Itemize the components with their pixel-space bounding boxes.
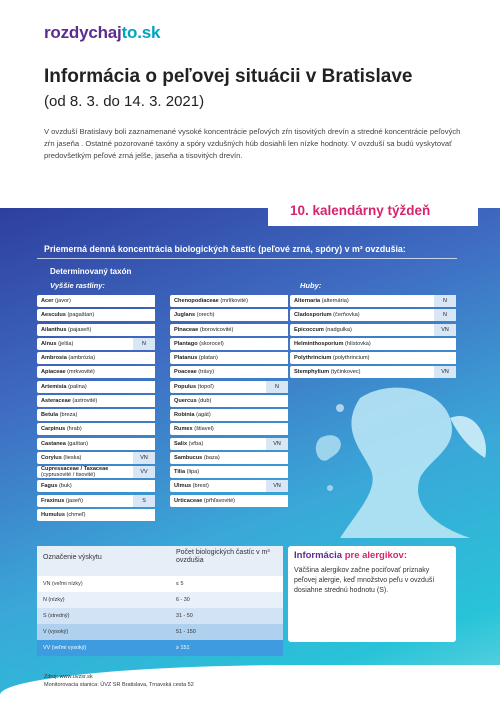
- taxon-level: N: [434, 295, 456, 307]
- source-line-2: Monitorovacia stanica: ÚVZ SR Bratislava, Trnavská cesta 52: [44, 682, 194, 688]
- legend-label: S (stredný): [43, 613, 70, 619]
- taxon-row: [290, 309, 456, 321]
- legend-value: 31 - 50: [176, 613, 193, 619]
- taxon-local-name: (čerňovka): [333, 312, 360, 319]
- taxon-latin-name: Cladosporium: [294, 312, 332, 319]
- page-title: Informácia o peľovej situácii v Bratislave: [44, 66, 413, 87]
- taxon-row: [170, 309, 288, 321]
- allergy-info-heading: [294, 550, 407, 561]
- taxon-name: [37, 398, 133, 404]
- source-info: [44, 673, 194, 689]
- taxon-latin-name: Betula: [41, 412, 59, 418]
- taxon-latin-name: Rumex: [174, 426, 193, 433]
- plants-heading: Vyššie rastliny:: [50, 281, 105, 290]
- taxon-local-name: (ambrózia): [68, 355, 96, 361]
- taxon-local-name: (hrab): [66, 426, 82, 433]
- taxon-level: [133, 309, 155, 321]
- taxon-row: [290, 338, 456, 350]
- legend-table-body: [37, 576, 283, 656]
- logo-part-1: rozdychaj: [44, 23, 122, 42]
- taxon-latin-name: Alnus: [41, 340, 57, 347]
- legend-row: [37, 640, 283, 656]
- taxon-name: [290, 298, 434, 304]
- taxon-name: [170, 469, 266, 475]
- section-heading: Priemerná denná koncentrácia biologických častíc (peľové zrná, spóry) v m³ ovzdušia:: [44, 244, 406, 254]
- legend-row: [37, 608, 283, 624]
- taxon-level: [266, 395, 288, 407]
- taxon-name: [37, 512, 133, 518]
- taxon-name: [170, 384, 266, 390]
- taxon-row: [37, 295, 155, 307]
- taxon-name: [37, 466, 133, 478]
- taxon-level: VN: [434, 366, 456, 378]
- taxon-level: [266, 452, 288, 464]
- taxon-level: [434, 338, 456, 350]
- taxon-row: [37, 324, 155, 336]
- taxon-name: [37, 355, 133, 361]
- allergy-info-text: Väčšina alergikov začne pociťovať príznaky peľovej alergie, keď množstvo peľu v ovzduší dosiahne strednú hodnotu (S).: [294, 567, 435, 594]
- taxon-name: [170, 298, 266, 304]
- taxon-latin-name: Robinia: [174, 412, 195, 418]
- taxon-level: VV: [133, 466, 155, 478]
- taxon-name: [290, 341, 434, 347]
- taxon-row: [170, 338, 288, 350]
- taxon-level: [266, 324, 288, 336]
- taxon-latin-name: Salix: [174, 440, 188, 447]
- taxon-name: [290, 355, 434, 361]
- taxon-local-name: (jelša): [58, 340, 74, 347]
- taxon-local-name: (cyprusovité / tisovité): [41, 472, 96, 478]
- taxon-latin-name: Acer: [41, 298, 54, 304]
- taxon-name: [170, 498, 266, 504]
- taxon-local-name: (vŕba): [188, 440, 204, 447]
- taxon-latin-name: Plantago: [174, 340, 198, 347]
- taxon-row: [37, 480, 155, 492]
- taxon-row: [170, 395, 288, 407]
- taxon-local-name: (trávy): [198, 369, 215, 376]
- legend-row: [37, 592, 283, 608]
- taxon-level: [266, 352, 288, 364]
- taxon-local-name: (pajaseň): [68, 326, 92, 333]
- taxon-local-name: (nadgulka): [325, 326, 352, 333]
- taxon-latin-name: Chenopodiaceae: [174, 298, 219, 304]
- taxon-local-name: (hlístovka): [344, 340, 371, 347]
- taxon-local-name: (topoľ): [197, 383, 214, 390]
- taxon-latin-name: Juglans: [174, 312, 196, 319]
- taxon-local-name: (lipa): [186, 469, 200, 475]
- taxon-level: [266, 423, 288, 435]
- taxon-local-name: (agát): [196, 412, 211, 418]
- taxon-local-name: (breza): [59, 412, 78, 418]
- taxon-level: [266, 495, 288, 507]
- taxon-row: [290, 295, 456, 307]
- taxon-name: [170, 312, 266, 318]
- taxon-local-name: (pagaštan): [67, 312, 95, 319]
- taxon-level: [266, 338, 288, 350]
- taxon-level: [133, 509, 155, 521]
- taxon-local-name: (orech): [196, 312, 215, 319]
- legend-value: ≤ 5: [176, 581, 184, 587]
- taxon-local-name: (chmeľ): [66, 511, 86, 518]
- taxon-row: [170, 366, 288, 378]
- taxon-row: [170, 466, 288, 478]
- taxon-name: [37, 327, 133, 333]
- taxon-level: VN: [133, 452, 155, 464]
- taxon-name: [170, 341, 266, 347]
- taxon-row: [37, 409, 155, 421]
- source-line-1: Zdroj: www.uvzsr.sk: [44, 674, 93, 680]
- taxon-level: [133, 324, 155, 336]
- taxon-name: [37, 455, 133, 461]
- taxon-level: [266, 409, 288, 421]
- taxon-name: [37, 498, 133, 504]
- taxon-local-name: (mrkvovité): [67, 369, 95, 376]
- taxon-name: [170, 426, 266, 432]
- taxon-level: VN: [266, 438, 288, 450]
- divider: [37, 258, 457, 259]
- taxon-name: [37, 369, 133, 375]
- taxon-level: [266, 466, 288, 478]
- taxon-latin-name: Helminthosporium: [294, 340, 344, 347]
- allergy-heading-part-2: pre alergikov:: [344, 550, 407, 561]
- taxon-row: [170, 381, 288, 393]
- taxon-latin-name: Ulmus: [174, 483, 192, 490]
- taxon-row: [290, 352, 456, 364]
- taxon-name: [37, 441, 133, 447]
- taxon-row: [37, 495, 155, 507]
- taxon-local-name: (pŕhľavovité): [203, 497, 236, 504]
- legend-header-col1: Označenie výskytu: [43, 554, 102, 561]
- taxon-row: [37, 395, 155, 407]
- taxon-name: [170, 398, 266, 404]
- taxon-latin-name: Humulus: [41, 511, 65, 518]
- taxon-latin-name: Alternaria: [294, 298, 321, 304]
- taxon-latin-name: Polythrincium: [294, 355, 332, 361]
- taxon-local-name: (astrovité): [72, 397, 98, 404]
- taxon-row: [37, 438, 155, 450]
- taxon-level: [434, 352, 456, 364]
- taxon-latin-name: Poaceae: [174, 369, 197, 376]
- taxon-level: [266, 295, 288, 307]
- taxon-latin-name: Stemphylium: [294, 369, 330, 376]
- taxon-level: N: [133, 338, 155, 350]
- taxon-row: [170, 324, 288, 336]
- taxon-row: [37, 352, 155, 364]
- legend-table-header: [37, 546, 283, 576]
- taxon-row: [170, 438, 288, 450]
- taxon-local-name: (baza): [203, 454, 220, 461]
- taxon-name: [170, 327, 266, 333]
- taxon-local-name: (platan): [198, 355, 218, 361]
- taxon-latin-name: Fagus: [41, 483, 58, 490]
- taxon-row: [37, 366, 155, 378]
- taxon-local-name: (borovicovité): [199, 326, 234, 333]
- taxon-name: [170, 441, 266, 447]
- legend-header-col2: Počet biologických častíc v m³ ovzdušia: [176, 549, 270, 564]
- taxon-local-name: (buk): [59, 483, 72, 490]
- taxon-heading: Determinovaný taxón: [50, 267, 132, 276]
- logo-part-2: to.sk: [121, 23, 161, 42]
- taxon-level: [133, 352, 155, 364]
- taxon-level: [133, 480, 155, 492]
- taxon-level: [266, 366, 288, 378]
- legend-table: [37, 546, 283, 656]
- legend-row: [37, 576, 283, 592]
- taxon-name: [37, 483, 133, 489]
- taxon-name: [37, 312, 133, 318]
- legend-label: V (vysoký): [43, 629, 69, 635]
- taxon-row: [37, 338, 155, 350]
- taxon-latin-name: Ambrosia: [41, 355, 67, 361]
- taxon-name: [170, 355, 266, 361]
- taxon-latin-name: Corylus: [41, 454, 62, 461]
- taxon-level: [133, 295, 155, 307]
- taxon-row: [170, 480, 288, 492]
- allergy-heading-part-1: Informácia: [294, 550, 343, 561]
- taxon-local-name: (dub): [198, 397, 212, 404]
- taxon-name: [290, 327, 434, 333]
- taxon-row: [37, 423, 155, 435]
- taxon-latin-name: Sambucus: [174, 454, 203, 461]
- taxon-local-name: (polythrincium): [332, 355, 370, 361]
- taxon-latin-name: Fraxinus: [41, 497, 65, 504]
- taxon-name: [37, 426, 133, 432]
- taxon-row: [170, 352, 288, 364]
- taxon-local-name: (skorocel): [199, 340, 224, 347]
- taxon-row: [37, 466, 155, 478]
- taxon-local-name: (jaseň): [65, 497, 83, 504]
- legend-label: VN (veľmi nízky): [43, 581, 83, 587]
- page-subtitle: (od 8. 3. do 14. 3. 2021): [44, 93, 205, 110]
- taxon-level: [266, 309, 288, 321]
- taxon-local-name: (gaštan): [67, 440, 88, 447]
- legend-value: 51 - 150: [176, 629, 196, 635]
- taxon-level: [133, 438, 155, 450]
- taxon-level: [133, 366, 155, 378]
- taxon-level: VN: [434, 324, 456, 336]
- taxon-local-name: (štiavel): [194, 426, 214, 433]
- taxon-row: [170, 452, 288, 464]
- taxon-latin-name: Tilia: [174, 469, 186, 475]
- legend-label: VV (veľmi vysoký): [43, 645, 87, 651]
- taxon-latin-name: Carpinus: [41, 426, 66, 433]
- taxon-latin-name: Epicoccum: [294, 326, 324, 333]
- taxon-local-name: (lieska): [63, 454, 82, 461]
- taxon-name: [170, 483, 266, 489]
- taxon-level: N: [266, 381, 288, 393]
- legend-value: 6 - 30: [176, 597, 190, 603]
- taxon-local-name: (javor): [55, 298, 71, 304]
- taxon-name: [170, 369, 266, 375]
- taxon-level: VN: [266, 480, 288, 492]
- taxon-row: [170, 295, 288, 307]
- taxon-latin-name: Cupressaceae / Taxaceae: [41, 466, 109, 472]
- taxon-latin-name: Urticaceae: [174, 497, 203, 504]
- taxon-latin-name: Asteraceae: [41, 397, 71, 404]
- legend-row: [37, 624, 283, 640]
- legend-label: N (nízky): [43, 597, 65, 603]
- taxon-row: [170, 409, 288, 421]
- taxon-row: [290, 324, 456, 336]
- taxon-name: [37, 384, 133, 390]
- taxon-latin-name: Platanus: [174, 355, 198, 361]
- taxon-local-name: (mrlíkovité): [220, 298, 248, 304]
- taxon-level: [133, 395, 155, 407]
- taxon-local-name: (brest): [192, 483, 209, 490]
- logo[interactable]: [44, 23, 160, 43]
- intro-text: V ovzduší Bratislavy boli zaznamenané vysoké koncentrácie peľových zŕn tisovitých drevín a stredné koncentrácie peľových zŕn jaseňa . Ostatné pozorované taxóny a spóry vzdušných húb dosiahli len nízke hodnoty. V ovzduší sa budú vyskytovať predovšetkým peľové zrná jelše, jaseňa a tisovitých drevín.: [44, 127, 461, 160]
- taxon-name: [37, 412, 133, 418]
- taxon-row: [290, 366, 456, 378]
- taxon-latin-name: Artemisia: [41, 383, 67, 390]
- taxon-name: [170, 412, 266, 418]
- taxon-level: N: [434, 309, 456, 321]
- taxon-latin-name: Pinaceae: [174, 326, 199, 333]
- legend-value: ≥ 151: [176, 645, 190, 651]
- taxon-row: [37, 309, 155, 321]
- taxon-row: [170, 423, 288, 435]
- taxon-row: [37, 381, 155, 393]
- taxon-local-name: (alternária): [321, 298, 349, 304]
- woman-sneezing-illustration: [300, 378, 500, 538]
- taxon-row: [37, 509, 155, 521]
- taxon-name: [170, 455, 266, 461]
- taxon-row: [170, 495, 288, 507]
- taxon-name: [290, 369, 434, 375]
- taxon-latin-name: Castanea: [41, 440, 66, 447]
- taxon-latin-name: Ailanthus: [41, 326, 67, 333]
- taxon-latin-name: Apiaceae: [41, 369, 66, 376]
- taxon-level: S: [133, 495, 155, 507]
- taxon-latin-name: Populus: [174, 383, 197, 390]
- fungi-heading: Huby:: [300, 281, 322, 290]
- taxon-level: [133, 423, 155, 435]
- taxon-row: [37, 452, 155, 464]
- taxon-name: [290, 312, 434, 318]
- taxon-name: [37, 341, 133, 347]
- taxon-local-name: (palina): [68, 383, 87, 390]
- taxon-name: [37, 298, 133, 304]
- taxon-latin-name: Quercus: [174, 397, 197, 404]
- taxon-latin-name: Aesculus: [41, 312, 66, 319]
- taxon-level: [133, 381, 155, 393]
- taxon-local-name: (tyčinkovec): [330, 369, 361, 376]
- taxon-level: [133, 409, 155, 421]
- week-label: 10. kalendárny týždeň: [290, 203, 431, 218]
